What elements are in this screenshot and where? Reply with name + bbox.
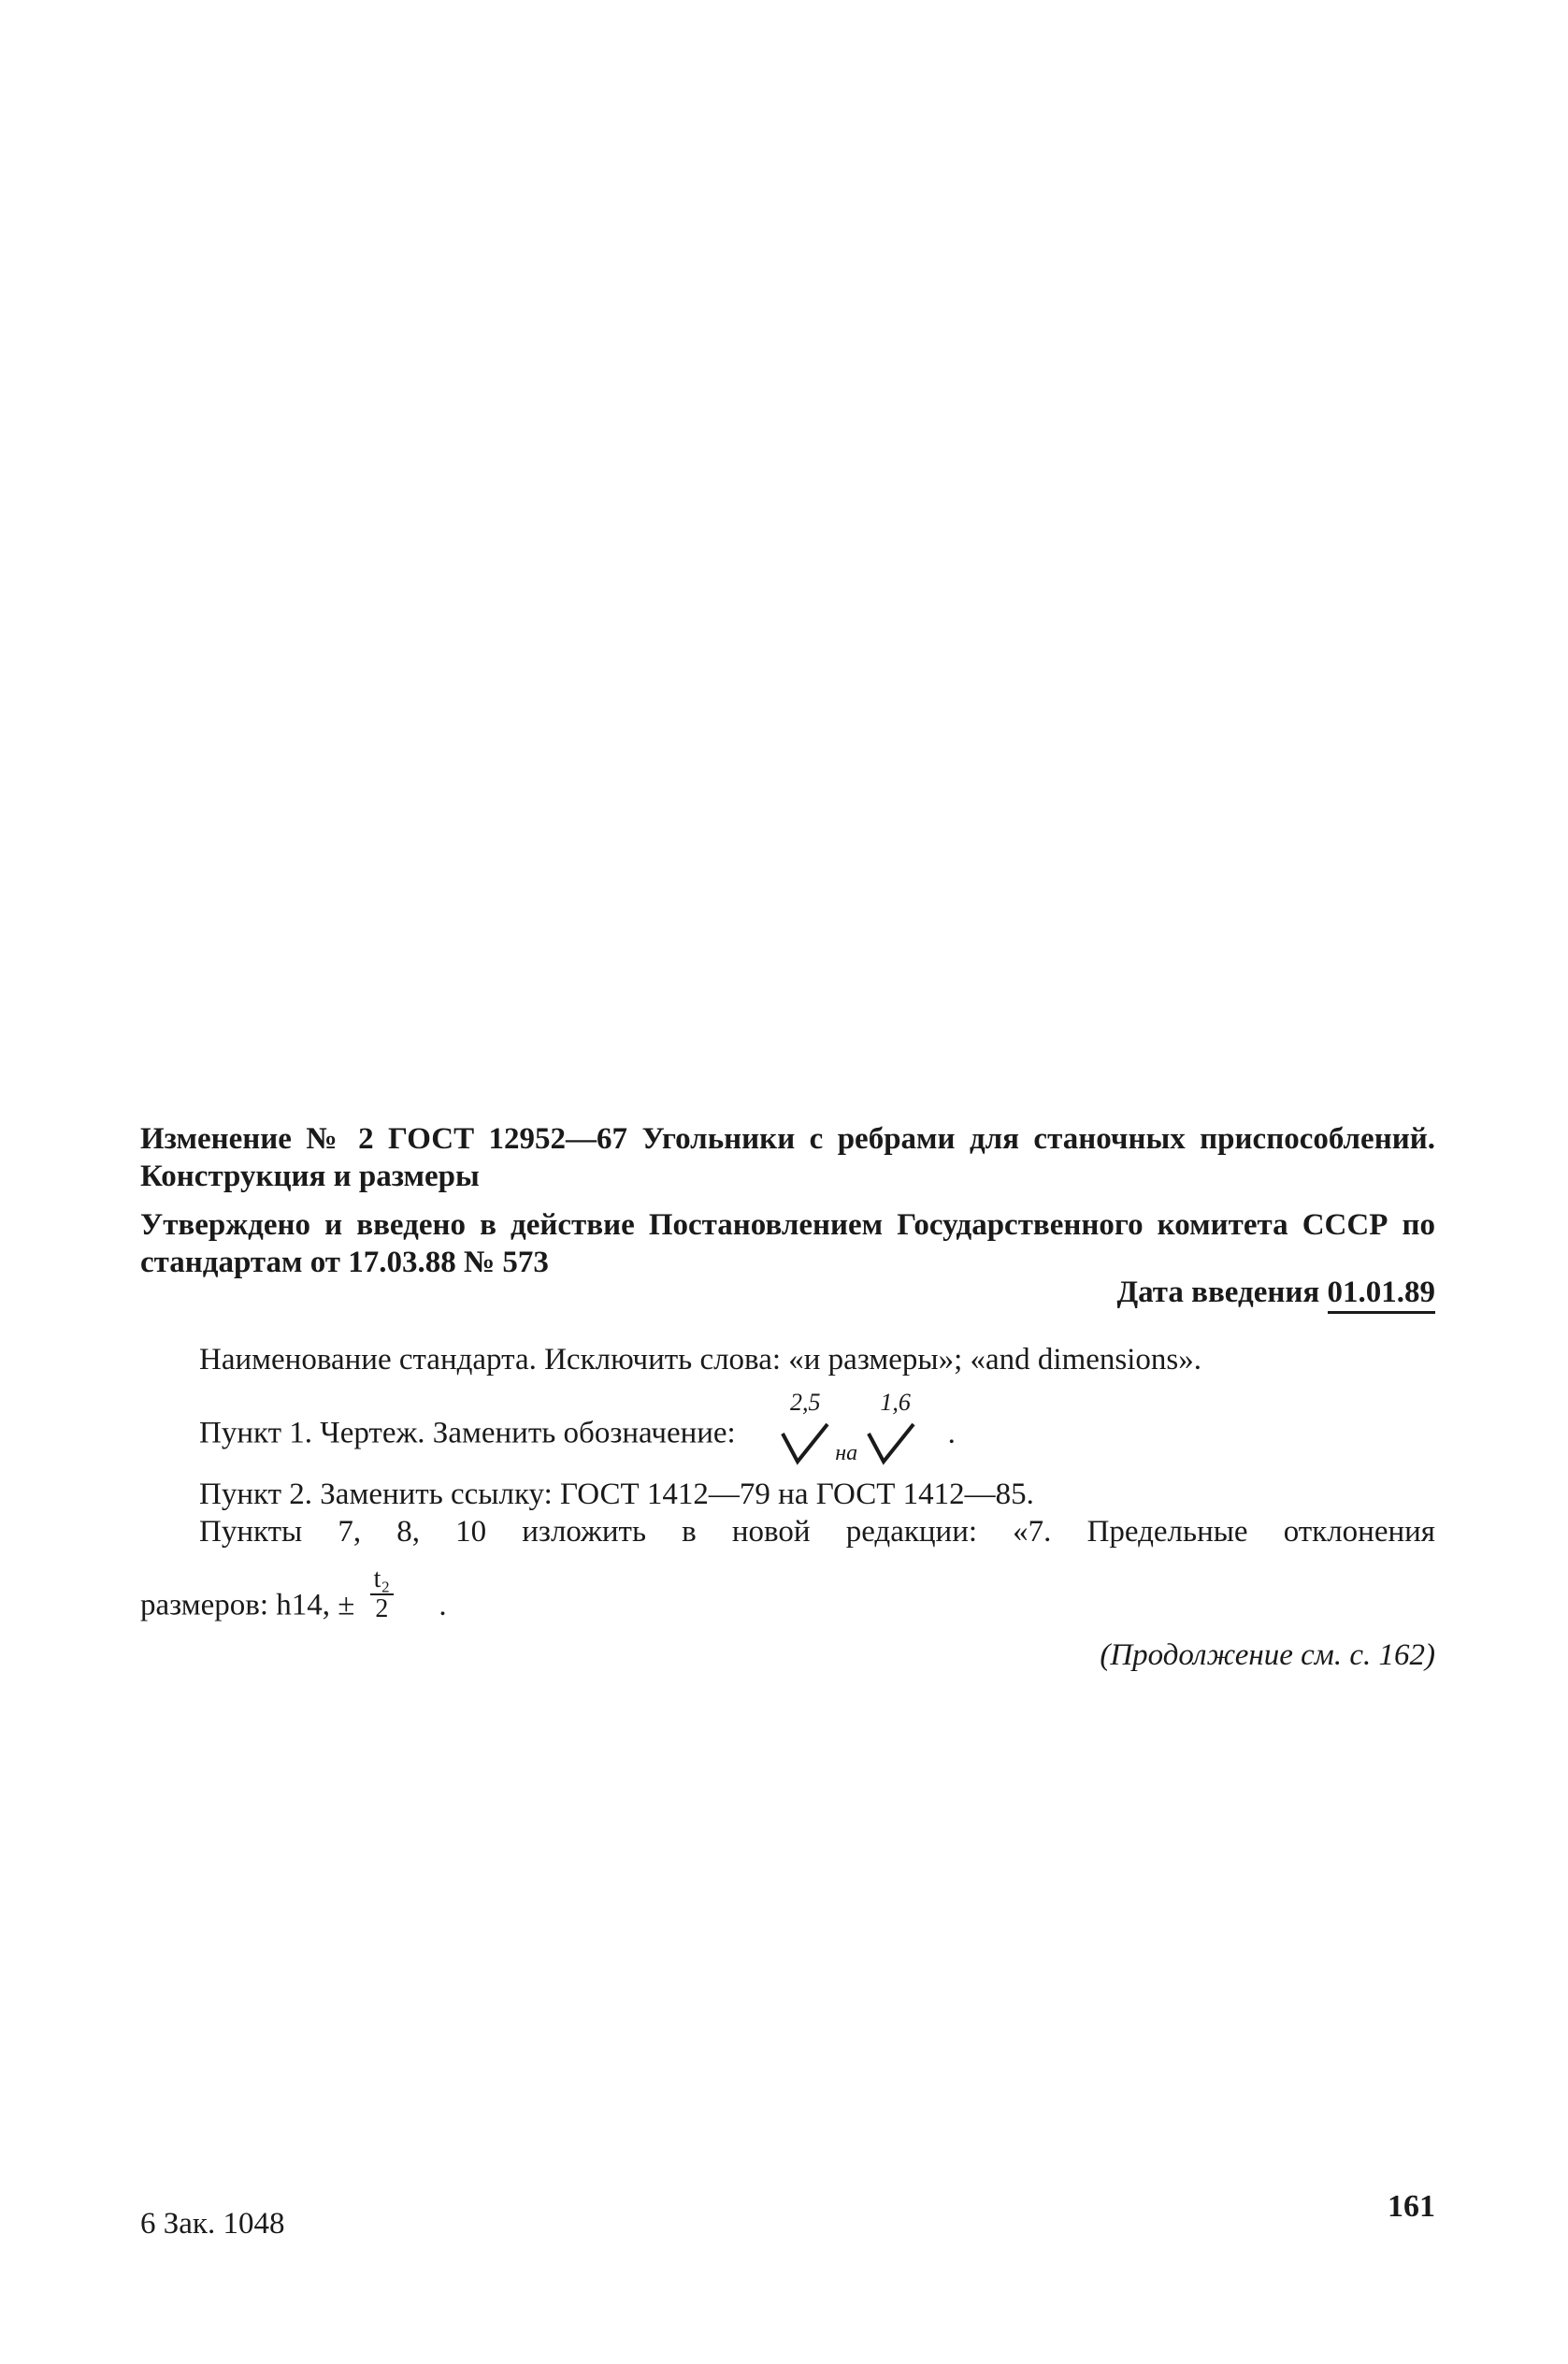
order-number: 6 Зак. 1048 <box>140 2207 285 2241</box>
fraction-numerator: t₂ <box>370 1565 395 1595</box>
roughness-check-icon <box>781 1420 831 1477</box>
paragraph-items-7-8-10: Пункты 7, 8, 10 изложить в новой редакции: «7. Предельные отклонения <box>199 1515 1435 1549</box>
old-roughness-sign <box>781 1389 831 1463</box>
change-heading: Изменение № 2 ГОСТ 12952—67 Угольники с ребрами для станочных приспособлений. Конструкция и размеры <box>140 1122 1435 1193</box>
paragraph-item-2: Пункт 2. Заменить ссылку: ГОСТ 1412—79 на ГОСТ 1412—85. <box>199 1478 1034 1511</box>
tolerance-period: . <box>439 1588 447 1622</box>
roughness-connector: на <box>835 1440 858 1465</box>
item-1-text: Пункт 1. Чертеж. Заменить обозначение: <box>199 1416 736 1450</box>
effective-date-line <box>140 1274 1435 1311</box>
effective-date-label: Дата введения <box>1116 1276 1320 1309</box>
new-roughness-sign <box>867 1389 917 1463</box>
tolerance-fraction <box>370 1565 395 1623</box>
effective-date-value: 01.01.89 <box>1328 1276 1436 1314</box>
roughness-check-icon <box>867 1420 917 1477</box>
paragraph-item-1 <box>199 1389 1435 1465</box>
continuation-note: (Продолжение см. с. 162) <box>1100 1638 1435 1672</box>
fraction-denominator: 2 <box>375 1594 389 1623</box>
old-roughness-value: 2,5 <box>789 1389 821 1416</box>
paragraph-standard-name: Наименование стандарта. Исключить слова: «и размеры»; «and dimensions». <box>199 1343 1202 1377</box>
paragraph-tolerance <box>140 1564 795 1636</box>
item-1-period: . <box>947 1416 956 1450</box>
new-roughness-value: 1,6 <box>880 1389 911 1416</box>
approval-statement: Утверждено и введено в действие Постановлением Государственного комитета СССР по стандартам от 17.03.88 № 573 <box>140 1208 1435 1279</box>
tolerance-text: размеров: h14, ± <box>140 1588 355 1622</box>
page-number: 161 <box>1388 2189 1435 2224</box>
